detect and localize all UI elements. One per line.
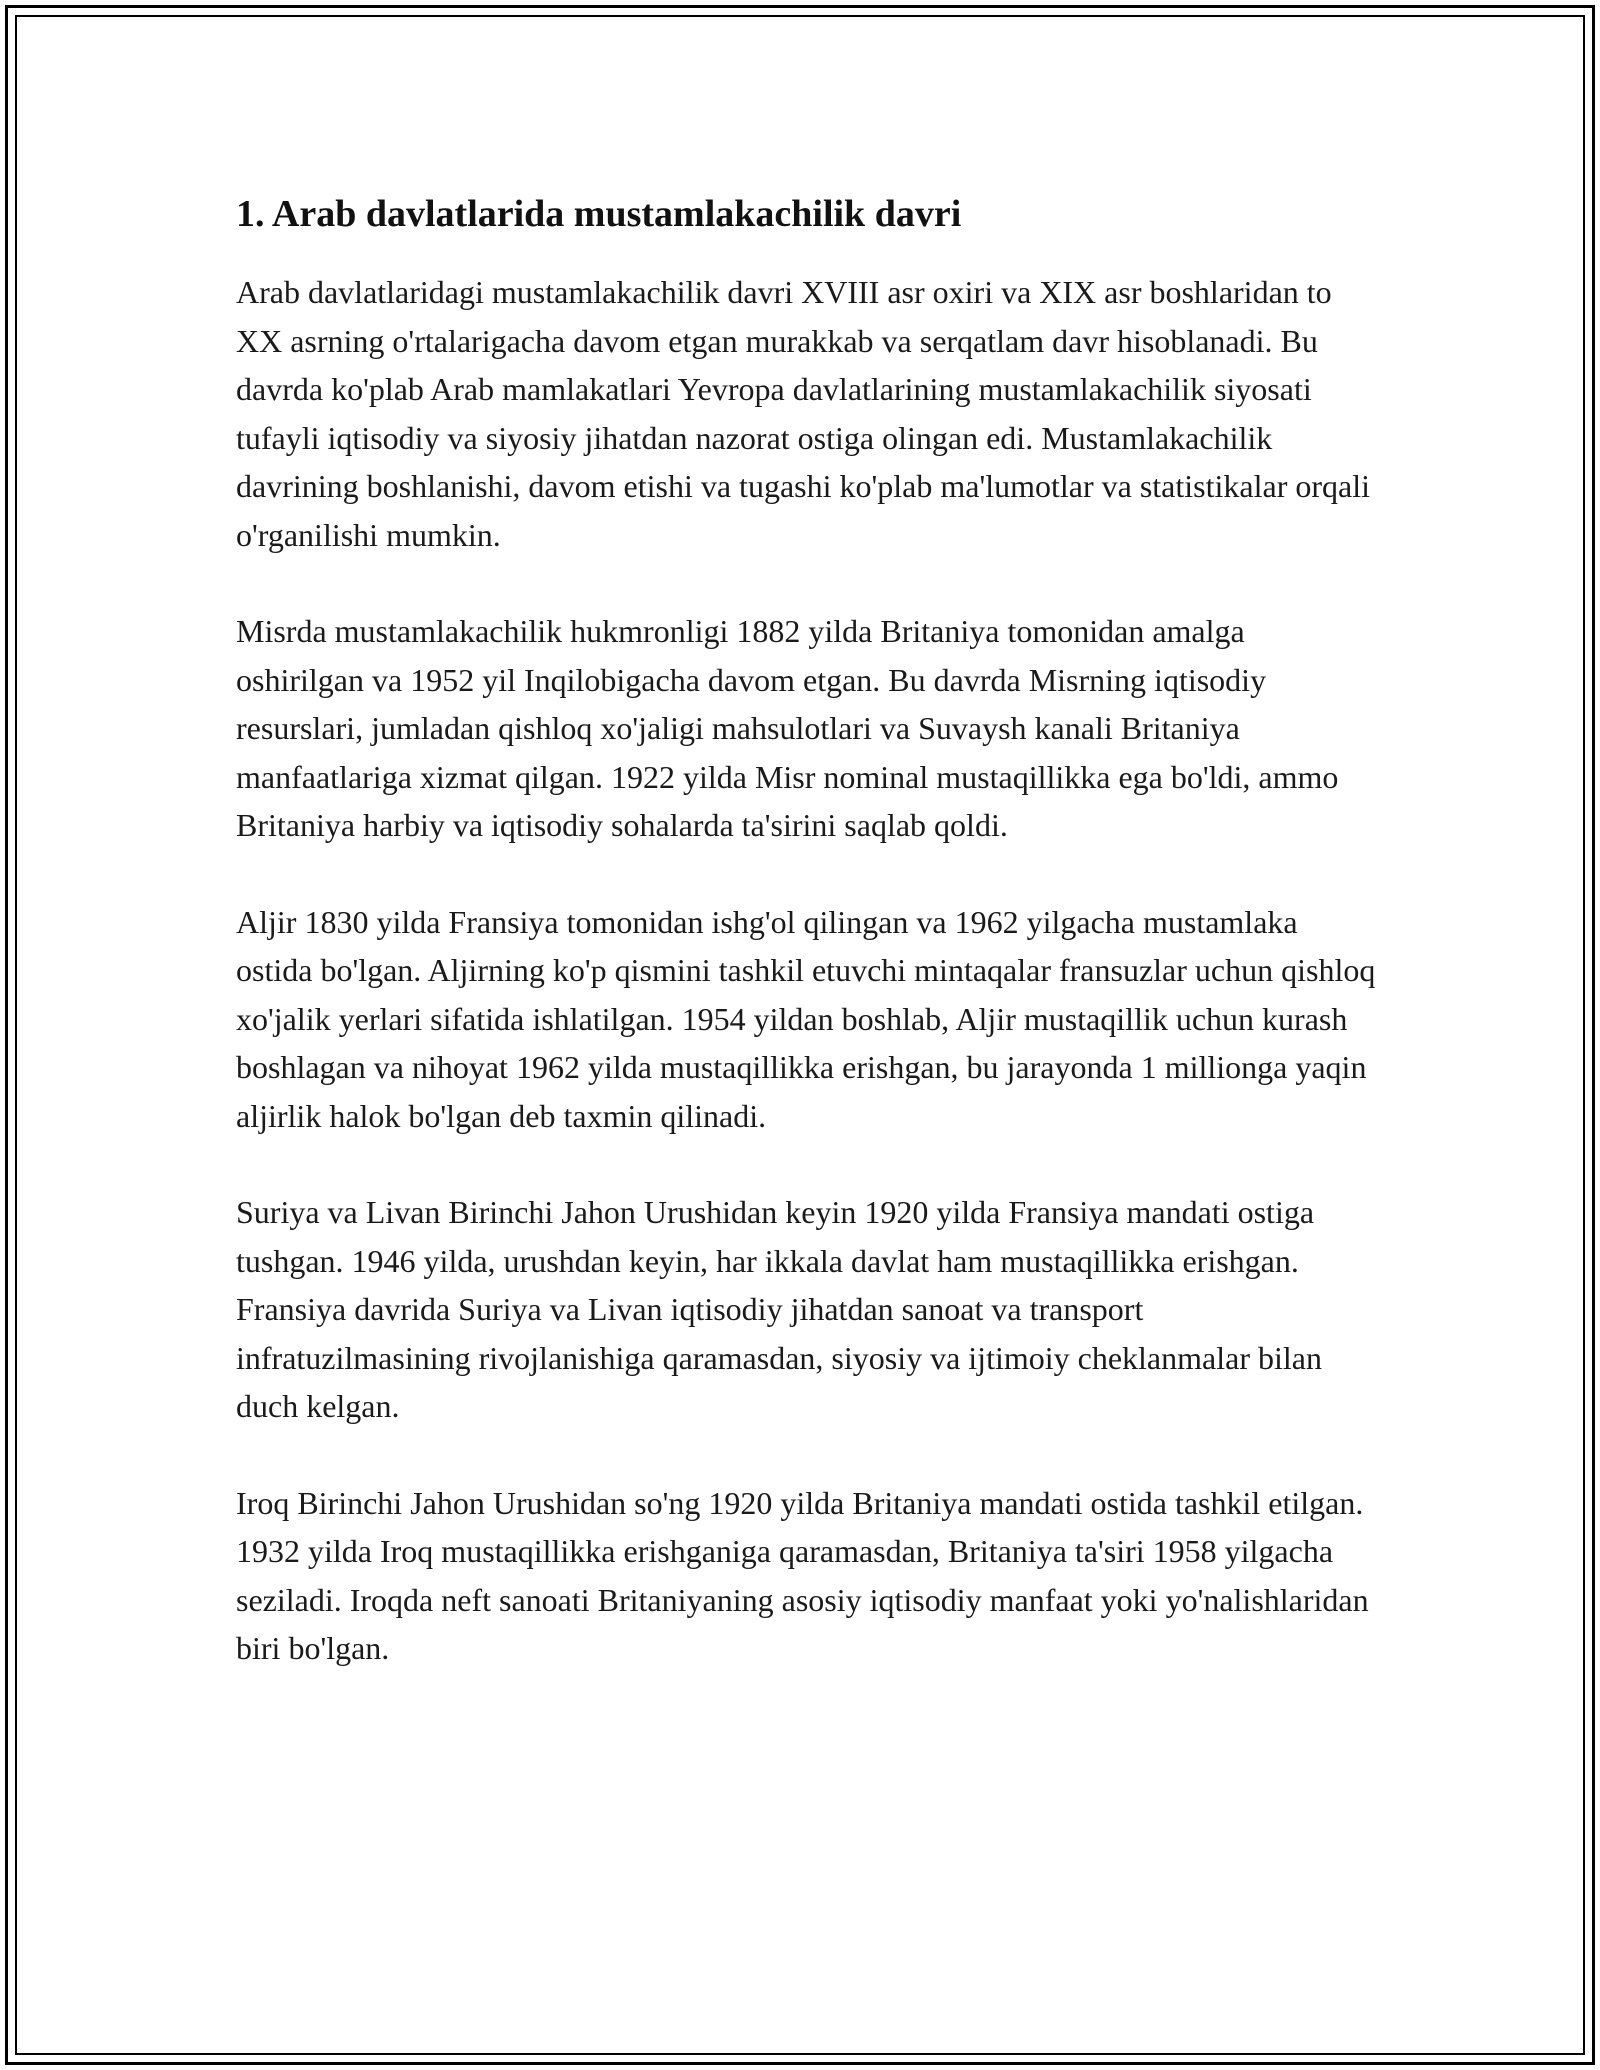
paragraph-algeria: Aljir 1830 yilda Fransiya tomonidan ishg'ol qilingan va 1962 yilgacha mustamlaka ostida bo'lgan. Aljirning ko'p qismini tashkil etuvchi mintaqalar fransuzlar uchun qishloq xo'jalik yerlari sifatida ishlatilgan. 1954 yildan boshlab, Aljir mustaqillik uchun kurash boshlagan va nihoyat 1962 yilda mustaqillikka erishgan, bu jarayonda 1 millionga yaqin aljirlik halok bo'lgan deb taxmin qilinadi. (236, 903, 1376, 1134)
paragraph-intro: Arab davlatlaridagi mustamlakachilik davri XVIII asr oxiri va XIX asr boshlaridan to XX asrning o'rtalarigacha davom etgan murakkab va serqatlam davr hisoblanadi. Bu davrda ko'plab Arab mamlakatlari Yevropa davlatlarining mustamlakachilik siyosati tufayli iqtisodiy va siyosiy jihatdan nazorat ostiga olingan edi. Mustamlakachilik davrining boshlanishi, davom etishi va tugashi ko'plab ma'lumotlar va statistikalar orqali o'rganilishi mumkin. (236, 274, 1370, 553)
document-body (236, 188, 1376, 1721)
paragraph-syria-lebanon: Suriya va Livan Birinchi Jahon Urushidan keyin 1920 yilda Fransiya mandati ostiga tushgan. 1946 yilda, urushdan keyin, har ikkala davlat ham mustaqillikka erishgan. Fransiya davrida Suriya va Livan iqtisodiy jihatdan sanoat va transport infratuzilmasining rivojlanishiga qaramasdan, siyosiy va ijtimoiy cheklanmalar bilan duch kelgan. (236, 1194, 1322, 1424)
paragraph-iraq: Iroq Birinchi Jahon Urushidan so'ng 1920 yilda Britaniya mandati ostida tashkil etilgan. 1932 yilda Iroq mustaqillikka erishganiga qaramasdan, Britaniya ta'siri 1958 yilgacha seziladi. Iroqda neft sanoati Britaniyaning asosiy iqtisodiy manfaat yoki yo'nalishlaridan biri bo'lgan. (236, 1484, 1369, 1666)
section-heading: 1. Arab davlatlarida mustamlakachilik davri (236, 193, 962, 235)
paragraph-egypt: Misrda mustamlakachilik hukmronligi 1882 yilda Britaniya tomonidan amalga oshirilgan va 1952 yil Inqilobigacha davom etgan. Bu davrda Misrning iqtisodiy resurslari, jumladan qishloq xo'jaligi mahsulotlari va Suvaysh kanali Britaniya manfaatlariga xizmat qilgan. 1922 yilda Misr nominal mustaqillikka ega bo'ldi, ammo Britaniya harbiy va iqtisodiy sohalarda ta'sirini saqlab qoldi. (236, 613, 1339, 843)
